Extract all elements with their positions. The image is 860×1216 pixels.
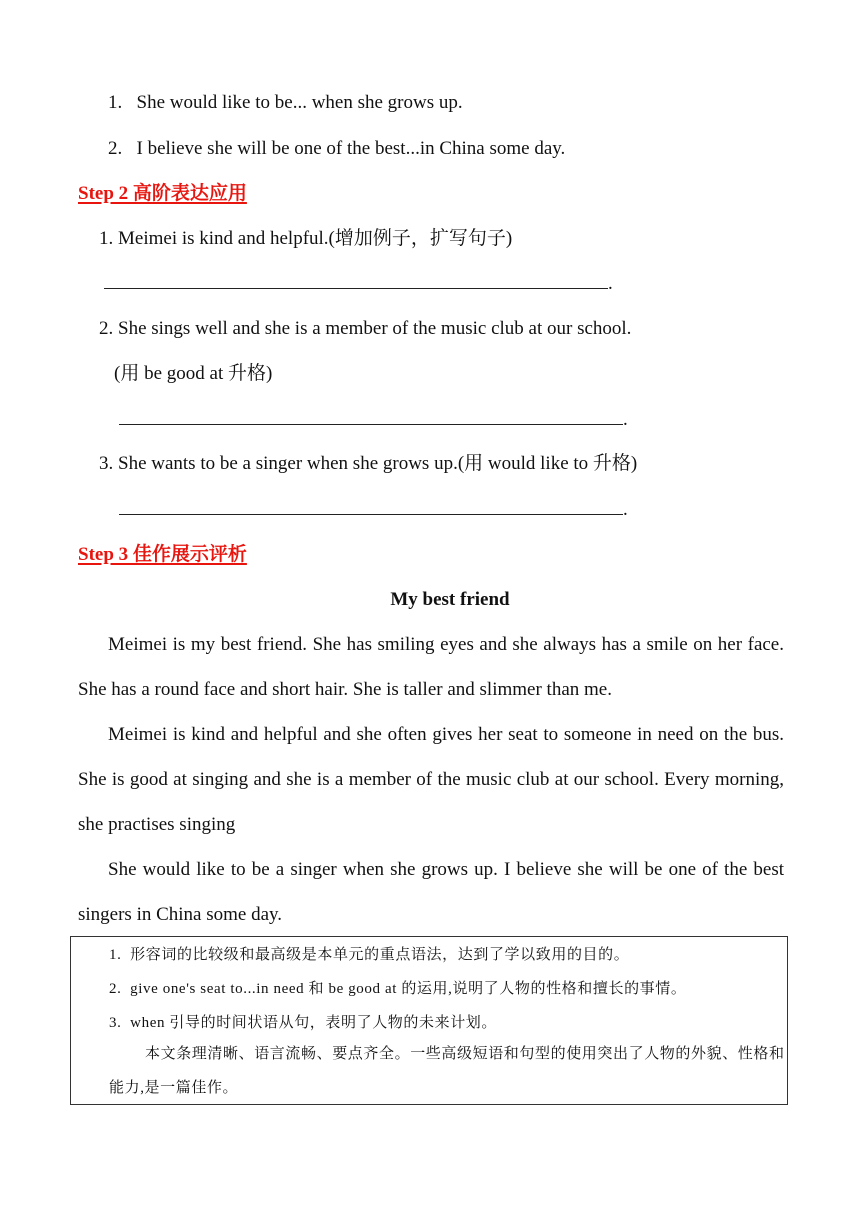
exercise-hint: (用 be good at 升格) <box>114 363 273 384</box>
blank-period: . <box>608 273 613 294</box>
list-number: 2. <box>108 138 123 159</box>
exercise-item: 2. She sings well and she is a member of the music club at our school. <box>99 318 632 339</box>
comment-number: 2. <box>109 981 122 997</box>
list-item <box>108 91 463 115</box>
list-number: 1. <box>108 92 123 113</box>
essay-title: My best friend <box>390 589 510 610</box>
comment-point <box>109 945 629 965</box>
answer-blank <box>119 408 628 432</box>
comment-text: give one's seat to...in need 和 be good at 的运用,说明了人物的性格和擅长的事情。 <box>130 981 687 997</box>
exercise-item: 1. Meimei is kind and helpful.(增加例子，扩写句子) <box>99 228 513 249</box>
list-text: I believe she will be one of the best...in China some day. <box>136 138 566 159</box>
blank-period: . <box>623 499 628 520</box>
essay-paragraph: She would like to be a singer when she grows up. I believe she will be one of the best singers in China some day. <box>78 859 784 925</box>
exercise-item: 3. She wants to be a singer when she grows up.(用 would like to 升格) <box>99 453 638 474</box>
comment-text: when 引导的时间状语从句，表明了人物的未来计划。 <box>130 1015 497 1031</box>
essay-paragraph: Meimei is kind and helpful and she often gives her seat to someone in need on the bus. She is good at singing and she is a member of the music club at our school. Every morning, she practises singing <box>78 724 784 835</box>
step3-heading: Step 3 佳作展示评析 <box>78 544 247 565</box>
step2-heading: Step 2 高阶表达应用 <box>78 183 247 204</box>
comment-text: 形容词的比较级和最高级是本单元的重点语法，达到了学以致用的目的。 <box>130 947 630 963</box>
answer-blank <box>119 498 628 522</box>
list-text: She would like to be... when she grows up. <box>136 92 463 113</box>
comment-number: 1. <box>109 947 122 963</box>
comment-point <box>109 979 686 999</box>
comment-point <box>109 1013 497 1033</box>
comment-number: 3. <box>109 1015 122 1031</box>
comment-summary: 本文条理清晰、语言流畅、要点齐全。一些高级短语和句型的使用突出了人物的外貌、性格和能力,是一篇佳作。 <box>109 1046 785 1096</box>
comment-box <box>70 936 788 1105</box>
blank-period: . <box>623 409 628 430</box>
essay-paragraph: Meimei is my best friend. She has smiling eyes and she always has a smile on her face. She has a round face and short hair. She is taller and slimmer than me. <box>78 634 784 700</box>
list-item <box>108 137 565 161</box>
answer-blank <box>104 272 613 296</box>
